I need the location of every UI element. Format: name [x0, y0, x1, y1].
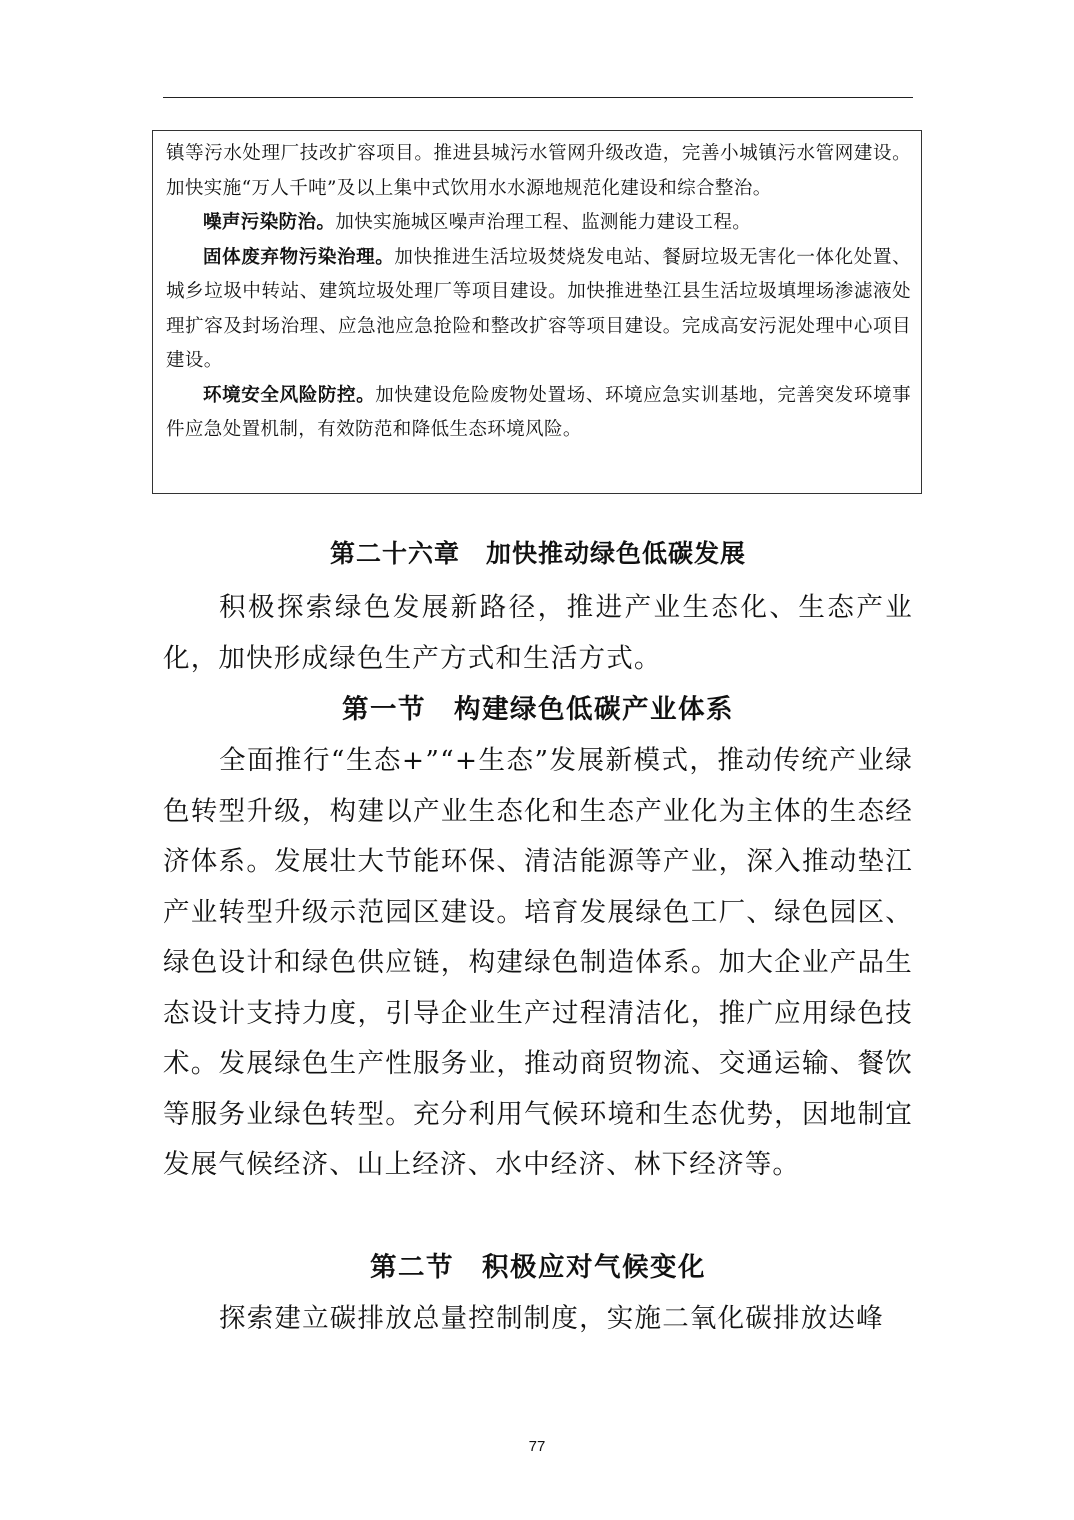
box-paragraph-water: 镇等污水处理厂技改扩容项目。推进县城污水管网升级改造，完善小城镇污水管网建设。加快实施“万人千吨”及以上集中式饮用水水源地规范化建设和综合整治。 [166, 143, 911, 199]
chapter-title: 第二十六章 加快推动绿色低碳发展 [329, 539, 746, 568]
chapter-intro: 积极探索绿色发展新路径，推进产业生态化、生态产业化，加快形成绿色生产方式和生活方式。 [163, 592, 913, 674]
section2-body: 探索建立碳排放总量控制制度，实施二氧化碳排放达峰 [219, 1303, 884, 1334]
section1-title: 第一节 构建绿色低碳产业体系 [342, 694, 734, 725]
page-number: 77 [528, 1438, 546, 1455]
box-paragraph-risk [166, 379, 911, 448]
box-heading-noise: 噪声污染防治。 [203, 212, 336, 233]
box-text-solid-waste: 加快推进生活垃圾焚烧发电站、餐厨垃圾无害化一体化处置、城乡垃圾中转站、建筑垃圾处理厂等项目建设。加快推进垫江县生活垃圾填埋场渗滤液处理扩容及封场治理、应急池应急抢险和整改扩容等项目建设。完成高安污泥处理中心项目建设。 [166, 246, 911, 371]
box-paragraph-noise [166, 206, 911, 241]
header-rule [163, 97, 913, 98]
box-text-risk: 加快建设危险废物处置场、环境应急实训基地，完善突发环境事件应急处置机制，有效防范和降低生态环境风险。 [166, 384, 911, 440]
box-text-noise: 加快实施城区噪声治理工程、监测能力建设工程。 [335, 212, 752, 233]
box-heading-solid-waste: 固体废弃物污染治理。 [203, 246, 395, 268]
box-heading-risk: 环境安全风险防控。 [203, 384, 376, 406]
section1-body: 全面推行“生态+”“+生态”发展新模式，推动传统产业绿色转型升级，构建以产业生态化和生态产业化为主体的生态经济体系。发展壮大节能环保、清洁能源等产业，深入推动垫江产业转型升级示范园区建设。培育发展绿色工厂、绿色园区、绿色设计和绿色供应链，构建绿色制造体系。加大企业产品生态设计支持力度，引导企业生产过程清洁化，推广应用绿色技术。发展绿色生产性服务业，推动商贸物流、交通运输、餐饮等服务业绿色转型。充分利用气候环境和生态优势，因地制宜发展气候经济、山上经济、水中经济、林下经济等。 [163, 745, 913, 1180]
boxed-content [152, 130, 922, 494]
section2-title: 第二节 积极应对气候变化 [370, 1252, 706, 1283]
box-paragraph-solid-waste [166, 241, 911, 379]
